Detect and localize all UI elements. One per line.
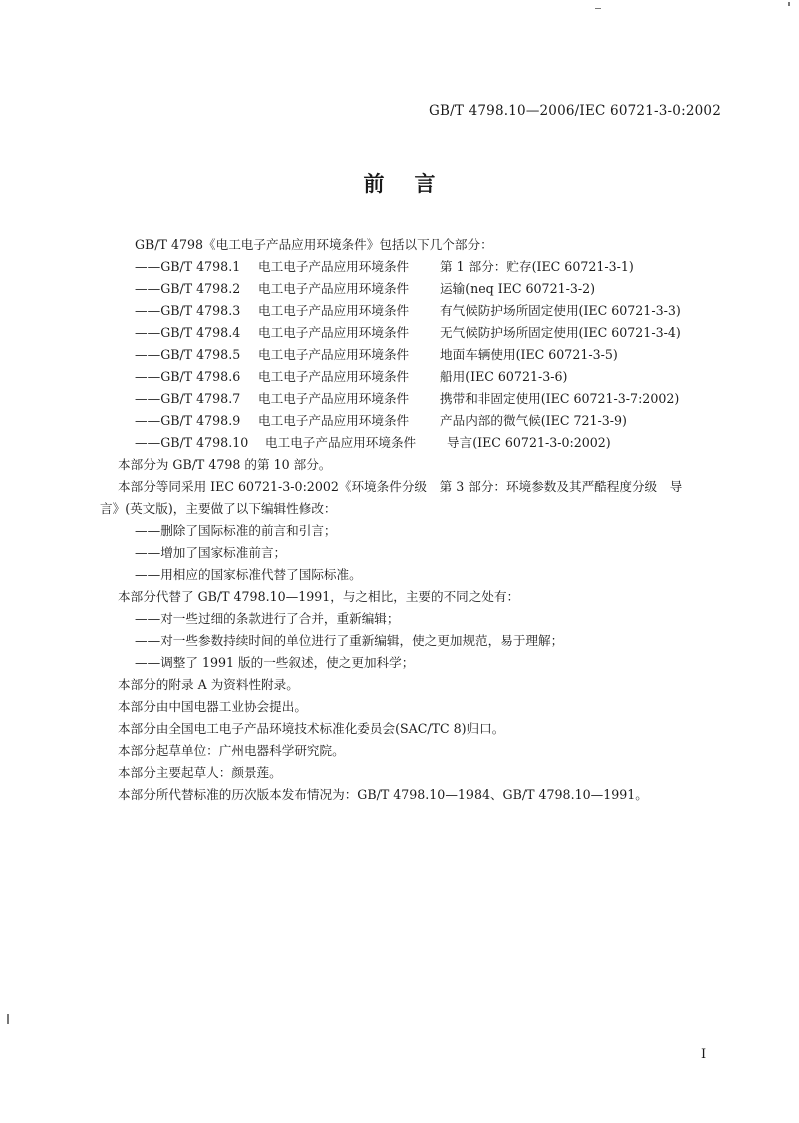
part-desc: 携带和非固定使用(IEC 60721-3-7:2002) — [440, 391, 680, 406]
part-code: ——GB/T 4798.3 — [135, 303, 241, 318]
part-code: ——GB/T 4798.1 — [135, 259, 241, 274]
part-desc: 船用(IEC 60721-3-6) — [440, 369, 568, 384]
part-name: 电工电子产品应用环境条件 — [258, 413, 410, 428]
part-desc: 运输(neq IEC 60721-3-2) — [440, 281, 596, 296]
paragraph: 本部分的附录 A 为资料性附录。 — [118, 677, 299, 692]
part-code: ——GB/T 4798.2 — [135, 281, 241, 296]
paragraph: 本部分代替了 GB/T 4798.10—1991，与之相比，主要的不同之处有： — [118, 589, 520, 604]
part-code: ——GB/T 4798.7 — [135, 391, 241, 406]
part-desc: 第 1 部分：贮存(IEC 60721-3-1) — [440, 259, 634, 274]
part-name: 电工电子产品应用环境条件 — [258, 281, 410, 296]
list-item: ——增加了国家标准前言； — [135, 545, 287, 560]
list-item: ——用相应的国家标准代替了国际标准。 — [135, 567, 362, 582]
part-name: 电工电子产品应用环境条件 — [265, 435, 417, 450]
page-title: 前言 — [363, 171, 466, 196]
document-number-header: GB/T 4798.10—2006/IEC 60721-3-0:2002 — [429, 103, 721, 119]
paragraph: 本部分主要起草人：颜景莲。 — [118, 765, 282, 780]
part-name: 电工电子产品应用环境条件 — [258, 391, 410, 406]
part-code: ——GB/T 4798.10 — [135, 435, 249, 450]
part-name: 电工电子产品应用环境条件 — [258, 303, 410, 318]
paragraph: 本部分由中国电器工业协会提出。 — [118, 699, 307, 714]
paragraph: 本部分所代替标准的历次版本发布情况为：GB/T 4798.10—1984、GB/T 4798.10—1991。 — [118, 787, 648, 802]
part-desc: 导言(IEC 60721-3-0:2002) — [447, 435, 611, 450]
list-item: ——删除了国际标准的前言和引言； — [135, 523, 337, 538]
part-name: 电工电子产品应用环境条件 — [258, 325, 410, 340]
part-code: ——GB/T 4798.5 — [135, 347, 241, 362]
list-item: ——调整了 1991 版的一些叙述，使之更加科学； — [135, 655, 415, 670]
part-desc: 无气候防护场所固定使用(IEC 60721-3-4) — [440, 325, 681, 340]
part-desc: 产品内部的微气候(IEC 721-3-9) — [440, 413, 627, 428]
list-item: ——对一些过细的条款进行了合并，重新编辑； — [135, 611, 400, 626]
scan-speck — [595, 8, 601, 9]
part-desc: 地面车辆使用(IEC 60721-3-5) — [440, 347, 618, 362]
part-code: ——GB/T 4798.9 — [135, 413, 241, 428]
paragraph: 本部分由全国电工电子产品环境技术标准化委员会(SAC/TC 8)归口。 — [118, 721, 505, 736]
part-name: 电工电子产品应用环境条件 — [258, 347, 410, 362]
intro-line: GB/T 4798《电工电子产品应用环境条件》包括以下几个部分： — [135, 237, 493, 252]
page-number: I — [701, 1047, 707, 1062]
paragraph-continuation: 言》(英文版)，主要做了以下编辑性修改： — [100, 501, 337, 516]
part-name: 电工电子产品应用环境条件 — [258, 369, 410, 384]
part-name: 电工电子产品应用环境条件 — [258, 259, 410, 274]
paragraph: 本部分起草单位：广州电器科学研究院。 — [118, 743, 345, 758]
paragraph: 本部分等同采用 IEC 60721-3-0:2002《环境条件分级 第 3 部分：环境参数及其严酷程度分级 导 — [118, 479, 683, 494]
part-desc: 有气候防护场所固定使用(IEC 60721-3-3) — [440, 303, 681, 318]
list-item: ——对一些参数持续时间的单位进行了重新编辑，使之更加规范，易于理解； — [135, 633, 564, 648]
paragraph: 本部分为 GB/T 4798 的第 10 部分。 — [118, 457, 332, 472]
scan-speck — [788, 2, 790, 6]
scan-speck — [7, 1014, 9, 1024]
part-code: ——GB/T 4798.4 — [135, 325, 241, 340]
part-code: ——GB/T 4798.6 — [135, 369, 241, 384]
